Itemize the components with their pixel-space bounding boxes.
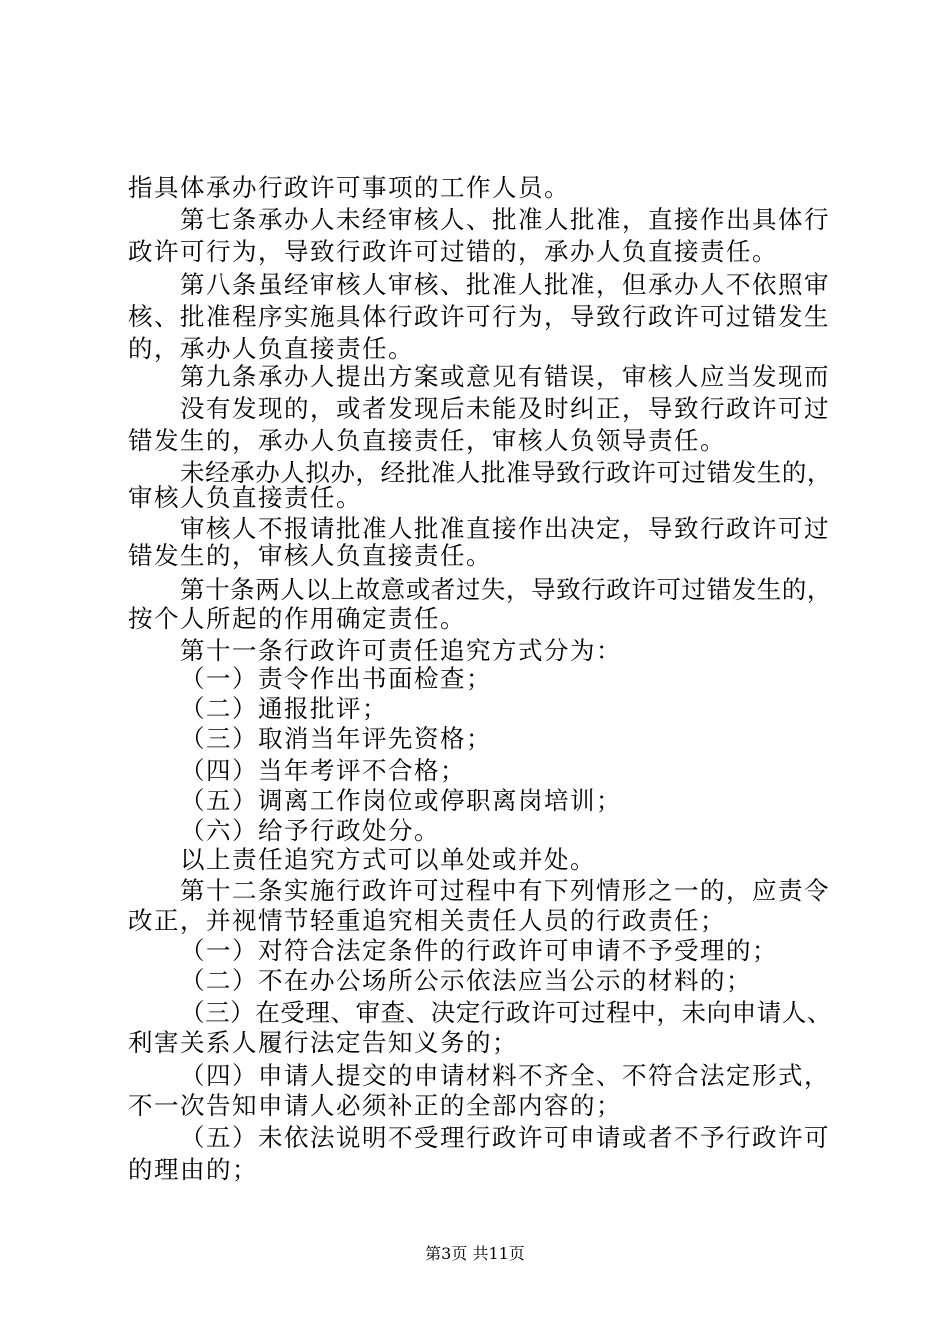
text-line: 错发生的，承办人负直接责任，审核人负领导责任。 (128, 426, 726, 455)
list-item: （六）给予行政处分。 (180, 816, 440, 845)
text-line: 第十条两人以上故意或者过失，导致行政许可过错发生的， (180, 575, 832, 604)
text-line: 核、批准程序实施具体行政许可行为，导致行政许可过错发生 (128, 302, 830, 331)
text-line: 第八条虽经审核人审核、批准人批准，但承办人不依照审 (180, 270, 830, 299)
text-line: 按个人所起的作用确定责任。 (128, 604, 466, 633)
text-line: 没有发现的，或者发现后未能及时纠正，导致行政许可过 (180, 394, 830, 423)
list-item: （一）对符合法定条件的行政许可申请不予受理的； (180, 936, 778, 965)
text-line: 审核人不报请批准人批准直接作出决定，导致行政许可过 (180, 514, 830, 543)
list-item: （五）未依法说明不受理行政许可申请或者不予行政许可 (180, 1123, 830, 1152)
text-line: 以上责任追究方式可以单处或并处。 (180, 845, 596, 874)
list-item: （四）当年考评不合格； (180, 756, 466, 785)
list-item: （一）责令作出书面检查； (180, 664, 492, 693)
text-line: 的理由的； (128, 1155, 258, 1184)
text-line: 利害关系人履行法定告知义务的； (128, 1028, 518, 1057)
text-line: 的，承办人负直接责任。 (128, 334, 414, 363)
text-line: 不一次告知申请人必须补正的全部内容的； (128, 1091, 622, 1120)
text-line: 第十一条行政许可责任追究方式分为： (180, 636, 622, 665)
text-line: 第七条承办人未经审核人、批准人批准，直接作出具体行 (180, 205, 830, 234)
text-line: 第九条承办人提出方案或意见有错误，审核人应当发现而 (180, 362, 830, 391)
text-line: 改正，并视情节轻重追究相关责任人员的行政责任； (128, 906, 726, 935)
text-line: 第十二条实施行政许可过程中有下列情形之一的，应责令 (180, 876, 830, 905)
text-line: 未经承办人拟办，经批准人批准导致行政许可过错发生的， (180, 458, 832, 487)
list-item: （二）通报批评； (180, 694, 388, 723)
list-item: （三）在受理、审查、决定行政许可过程中，未向申请人、 (180, 998, 832, 1027)
list-item: （三）取消当年评先资格； (180, 724, 492, 753)
text-line: 政许可行为，导致行政许可过错的，承办人负直接责任。 (128, 237, 778, 266)
text-line: 错发生的，审核人负直接责任。 (128, 541, 492, 570)
page-number: 第3页 共11页 (425, 1244, 525, 1263)
list-item: （二）不在办公场所公示依法应当公示的材料的； (180, 966, 752, 995)
list-item: （四）申请人提交的申请材料不齐全、不符合法定形式， (180, 1061, 830, 1090)
text-line: 指具体承办行政许可事项的工作人员。 (128, 173, 570, 202)
text-line: 审核人负直接责任。 (128, 483, 362, 512)
list-item: （五）调离工作岗位或停职离岗培训； (180, 786, 622, 815)
